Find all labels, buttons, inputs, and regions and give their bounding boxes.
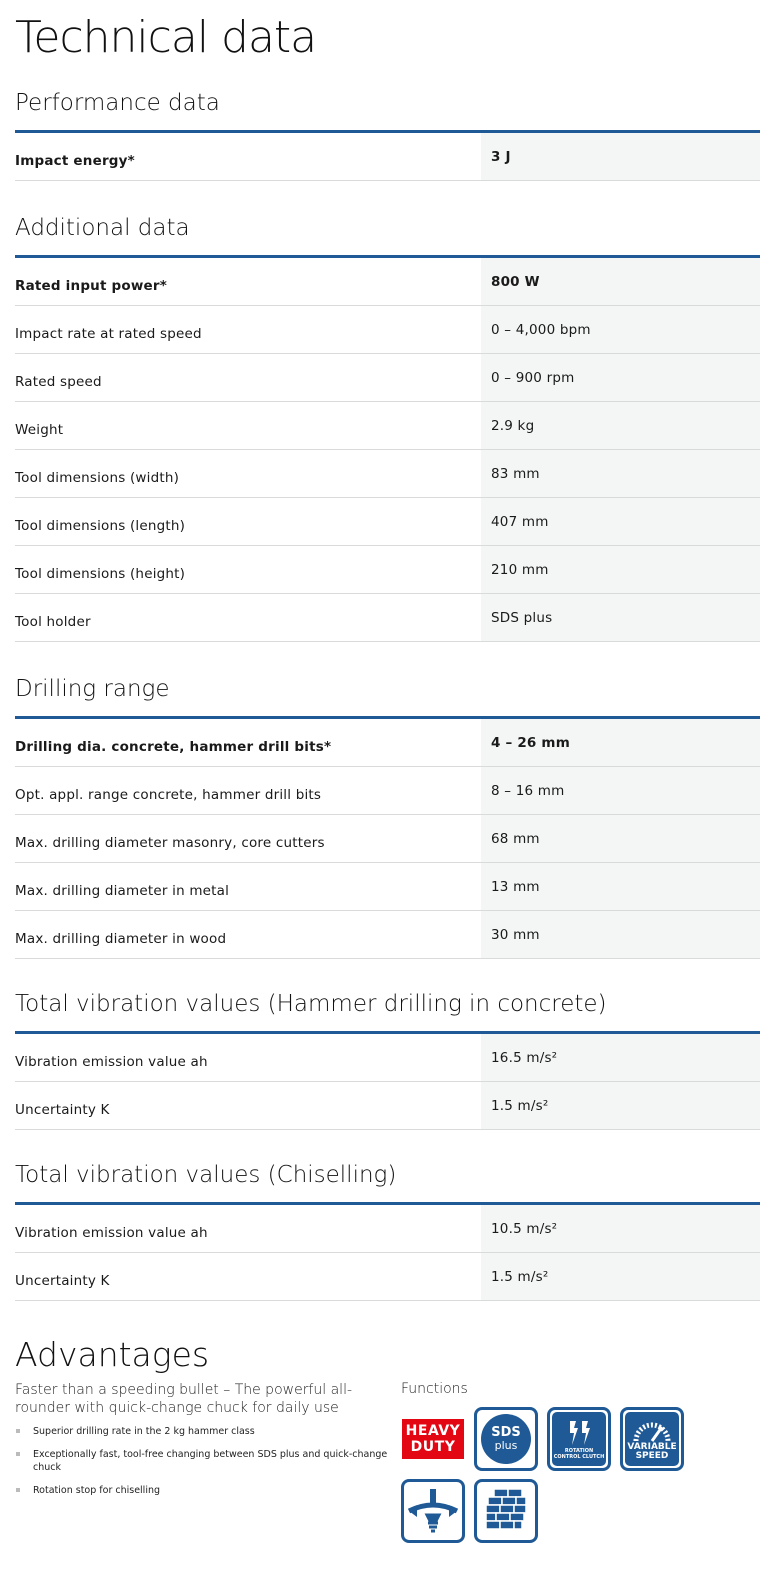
sds-label: SDS xyxy=(491,1425,521,1440)
function-icons xyxy=(401,1407,751,1543)
spec-table xyxy=(15,255,760,642)
spec-label: Max. drilling diameter in metal xyxy=(15,883,230,899)
spec-section xyxy=(15,674,760,989)
speed-gauge-icon xyxy=(632,1417,672,1443)
spec-value: 1.5 m/s² xyxy=(481,1082,760,1129)
spec-label: Max. drilling diameter masonry, core cutters xyxy=(15,835,325,851)
advantages-body xyxy=(15,1381,760,1543)
table-row xyxy=(15,863,760,911)
advantages-heading: Advantages xyxy=(15,1335,210,1374)
table-row xyxy=(15,306,760,354)
spec-value: 1.5 m/s² xyxy=(481,1253,760,1300)
spec-table xyxy=(15,1202,760,1301)
spec-label: Rated input power* xyxy=(15,278,168,294)
clutch-glyph-icon xyxy=(562,1418,596,1448)
spec-label: Opt. appl. range concrete, hammer drill bits xyxy=(15,787,322,803)
table-row xyxy=(15,1253,760,1301)
speed-label: SPEED xyxy=(635,1451,669,1461)
table-row xyxy=(15,258,760,306)
spec-label: Uncertainty K xyxy=(15,1273,110,1289)
sds-plus-label: plus xyxy=(494,1439,518,1452)
spec-section xyxy=(15,989,760,1160)
spec-sections xyxy=(15,88,760,1331)
spec-value: 0 – 4,000 bpm xyxy=(481,306,760,353)
spec-label: Max. drilling diameter in wood xyxy=(15,931,227,947)
spec-value: 407 mm xyxy=(481,498,760,545)
spec-value: 10.5 m/s² xyxy=(481,1205,760,1252)
section-heading: Additional data xyxy=(15,215,190,241)
spec-label: Impact rate at rated speed xyxy=(15,326,202,342)
drill-chisel-mode-icon xyxy=(401,1479,465,1543)
spec-table xyxy=(15,130,760,181)
table-row xyxy=(15,1034,760,1082)
section-heading: Drilling range xyxy=(15,676,170,702)
spec-value: 4 – 26 mm xyxy=(481,719,760,766)
spec-value: 8 – 16 mm xyxy=(481,767,760,814)
heavy-duty-icon xyxy=(401,1407,465,1471)
sds-plus-icon xyxy=(474,1407,538,1471)
section-gap xyxy=(15,1301,760,1331)
advantages-section xyxy=(15,1331,760,1543)
spec-label: Impact energy* xyxy=(15,153,135,169)
table-row xyxy=(15,911,760,959)
spec-value: 68 mm xyxy=(481,815,760,862)
spec-value: 13 mm xyxy=(481,863,760,910)
heavy-duty-label: HEAVY DUTY xyxy=(402,1419,464,1459)
spec-table xyxy=(15,1031,760,1130)
spec-value: 30 mm xyxy=(481,911,760,958)
functions xyxy=(401,1381,760,1543)
rotation-caption: ROTATION CONTROL CLUTCH xyxy=(553,1448,605,1460)
table-row xyxy=(15,354,760,402)
table-row xyxy=(15,815,760,863)
spec-table xyxy=(15,716,760,959)
advantages-list xyxy=(15,1425,401,1497)
spec-label: Tool dimensions (length) xyxy=(15,518,186,534)
spec-value: 800 W xyxy=(481,258,760,305)
section-gap xyxy=(15,1130,760,1160)
spec-label: Tool holder xyxy=(15,614,91,630)
spec-value: 2.9 kg xyxy=(481,402,760,449)
spec-label: Drilling dia. concrete, hammer drill bits* xyxy=(15,739,332,755)
variable-label: VARIABLE xyxy=(627,1442,677,1452)
spec-section xyxy=(15,88,760,213)
spec-value: SDS plus xyxy=(481,594,760,641)
spec-label: Tool dimensions (width) xyxy=(15,470,180,486)
variable-speed-icon xyxy=(620,1407,684,1471)
spec-value: 83 mm xyxy=(481,450,760,497)
table-row xyxy=(15,450,760,498)
spec-section xyxy=(15,1160,760,1331)
table-row xyxy=(15,1082,760,1130)
table-row xyxy=(15,767,760,815)
section-heading: Total vibration values (Hammer drilling in concrete) xyxy=(15,991,607,1017)
advantages-lead: Faster than a speeding bullet – The powerful all-rounder with quick-change chuck for daily use xyxy=(15,1382,353,1416)
table-row xyxy=(15,133,760,181)
table-row xyxy=(15,719,760,767)
spec-label: Uncertainty K xyxy=(15,1102,110,1118)
spec-label: Tool dimensions (height) xyxy=(15,566,186,582)
spec-label: Weight xyxy=(15,422,64,438)
functions-label: Functions xyxy=(401,1381,468,1397)
spec-value: 16.5 m/s² xyxy=(481,1034,760,1081)
spec-label: Vibration emission value ah xyxy=(15,1225,208,1241)
advantage-item: Rotation stop for chiselling xyxy=(15,1484,401,1497)
spec-label: Vibration emission value ah xyxy=(15,1054,208,1070)
section-gap xyxy=(15,642,760,674)
section-gap xyxy=(15,181,760,213)
advantage-item: Exceptionally fast, tool-free changing between SDS plus and quick-change chuck xyxy=(15,1448,401,1474)
spec-value: 0 – 900 rpm xyxy=(481,354,760,401)
spec-value: 3 J xyxy=(481,133,760,180)
spec-label: Rated speed xyxy=(15,374,102,390)
spec-value: 210 mm xyxy=(481,546,760,593)
table-row xyxy=(15,594,760,642)
spec-section xyxy=(15,213,760,674)
rotation-control-clutch-icon xyxy=(547,1407,611,1471)
section-heading: Performance data xyxy=(15,90,220,116)
page-title: Technical data xyxy=(15,12,317,63)
table-row xyxy=(15,498,760,546)
advantage-item: Superior drilling rate in the 2 kg hammer class xyxy=(15,1425,401,1438)
section-heading: Total vibration values (Chiselling) xyxy=(15,1162,397,1188)
table-row xyxy=(15,402,760,450)
section-gap xyxy=(15,959,760,989)
masonry-wall-icon xyxy=(474,1479,538,1543)
advantages-text xyxy=(15,1381,401,1543)
table-row xyxy=(15,546,760,594)
table-row xyxy=(15,1205,760,1253)
